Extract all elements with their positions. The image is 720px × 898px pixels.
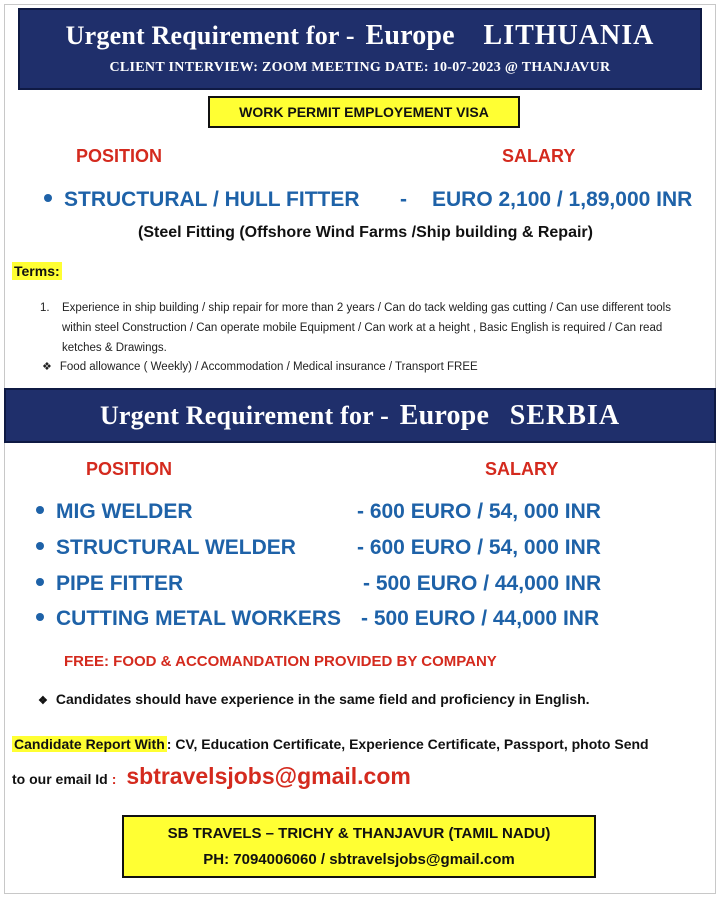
position-header: POSITION xyxy=(76,146,163,166)
job-row xyxy=(36,572,183,596)
bullet-icon xyxy=(36,506,44,514)
candidate-note xyxy=(38,691,590,707)
job-salary: - 600 EURO / 54, 000 INR xyxy=(357,500,601,523)
visa-type-box: WORK PERMIT EMPLOYEMENT VISA xyxy=(208,96,520,128)
diamond-bullet-icon: ❖ xyxy=(42,361,52,373)
bullet-icon xyxy=(36,613,44,621)
title-region: Europe xyxy=(399,400,490,431)
job-note: (Steel Fitting (Offshore Wind Farms /Ship building & Repair) xyxy=(138,224,593,241)
terms-item xyxy=(40,298,700,358)
report-label: Candidate Report With xyxy=(14,736,165,752)
terms-item-number: 1. xyxy=(40,302,50,314)
serbia-title xyxy=(6,400,714,432)
salary-header: SALARY xyxy=(485,459,559,479)
bullet-icon xyxy=(36,542,44,550)
job-position: STRUCTURAL / HULL FITTER xyxy=(64,188,360,211)
diamond-bullet-icon: ❖ xyxy=(38,695,48,707)
bullet-icon xyxy=(44,194,52,202)
title-prefix: Urgent Requirement for - xyxy=(65,21,355,50)
job-salary: - 500 EURO / 44,000 INR xyxy=(363,572,602,595)
terms-item-text: Experience in ship building / ship repair for more than 2 years / Can do tack welding gas cutting / Can use different tools within steel Construction / Can operate mobile Equipment / Can work at a height , Basic English is required / Can read ketches & Drawings. xyxy=(62,302,671,354)
footer-company: SB TRAVELS – TRICHY & THANJAVUR (TAMIL NADU) xyxy=(167,825,551,842)
job-position: MIG WELDER xyxy=(56,500,193,523)
report-email-line xyxy=(12,760,712,795)
bullet-icon xyxy=(36,578,44,586)
position-header: POSITION xyxy=(86,459,173,479)
report-documents: : CV, Education Certificate, Experience Certificate, Passport, photo Send xyxy=(166,736,649,752)
benefits-line xyxy=(42,360,478,373)
lithuania-title xyxy=(20,20,700,52)
contact-footer-box xyxy=(122,815,596,878)
job-salary: EURO 2,100 / 1,89,000 INR xyxy=(432,188,693,211)
serbia-banner xyxy=(4,388,716,443)
job-row xyxy=(44,188,360,212)
email-colon: : xyxy=(111,771,117,787)
benefits-text: Food allowance ( Weekly) / Accommodation / Medical insurance / Transport FREE xyxy=(59,361,478,373)
job-salary: - 600 EURO / 54, 000 INR xyxy=(357,536,601,559)
email-label: to our email Id xyxy=(12,771,108,787)
terms-list xyxy=(40,298,700,358)
job-row xyxy=(36,536,296,560)
job-salary: - 500 EURO / 44,000 INR xyxy=(361,607,600,630)
job-dash: - xyxy=(400,188,407,211)
title-region: Europe xyxy=(365,20,455,51)
footer-contact: PH: 7094006060 / sbtravelsjobs@gmail.com xyxy=(203,851,515,868)
title-country: SERBIA xyxy=(509,400,621,431)
free-benefits-line: FREE: FOOD & ACCOMANDATION PROVIDED BY COMPANY xyxy=(64,653,497,670)
title-prefix: Urgent Requirement for - xyxy=(99,401,389,430)
job-position: PIPE FITTER xyxy=(56,572,184,595)
job-position: CUTTING METAL WORKERS xyxy=(56,607,342,630)
email-address[interactable]: sbtravelsjobs@gmail.com xyxy=(126,763,411,789)
lithuania-banner xyxy=(18,8,702,90)
job-position: STRUCTURAL WELDER xyxy=(56,536,296,559)
report-section xyxy=(12,728,712,795)
report-documents-line xyxy=(12,728,712,760)
salary-header: SALARY xyxy=(502,146,576,166)
job-row xyxy=(36,500,193,524)
job-row xyxy=(36,607,341,631)
terms-label: Terms: xyxy=(14,263,60,279)
title-country: LITHUANIA xyxy=(483,20,655,51)
candidate-note-text: Candidates should have experience in the same field and proficiency in English. xyxy=(55,691,590,707)
interview-subtitle: CLIENT INTERVIEW: ZOOM MEETING DATE: 10-07-2023 @ THANJAVUR xyxy=(109,60,611,75)
